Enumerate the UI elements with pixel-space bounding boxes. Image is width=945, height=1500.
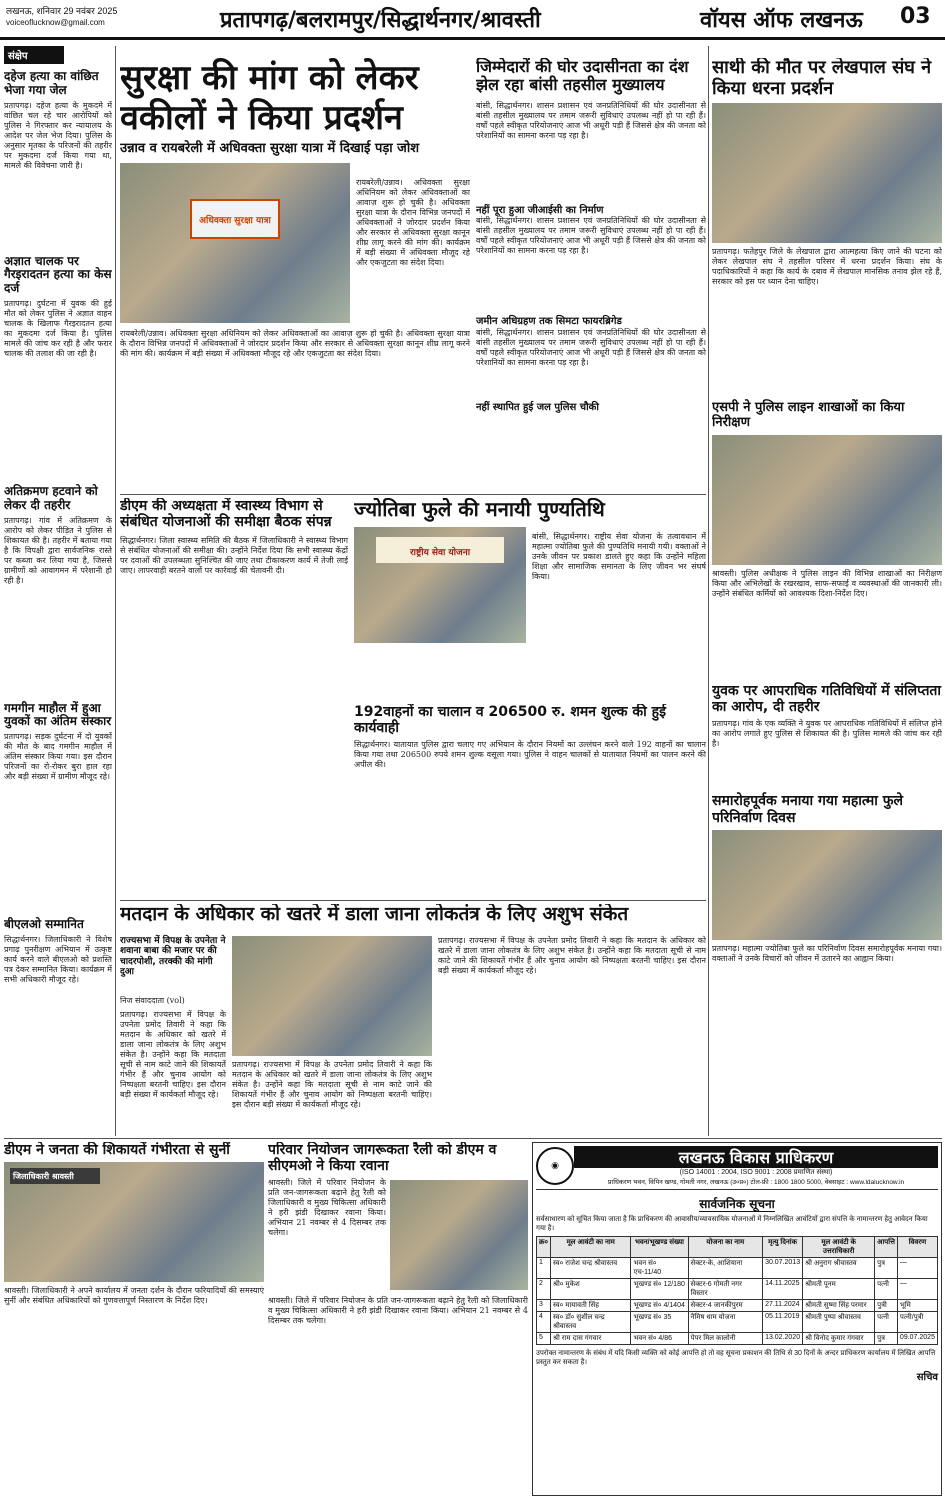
phule-text: बांसी, सिद्धार्थनगर। राष्ट्रीय सेवा योजना के तत्वावधान में महात्मा ज्योतिबा फुले की पुण्यतिथि मनायी गयी। वक्ताओं ने उनके जीवन पर प्रकाश डालते हुए कहा कि उन्होंने महिला शिक्षा और सामाजिक समानता के लिए जीवन भर संघर्ष किया। <box>532 532 706 581</box>
table-cell: पत्नी <box>875 1279 898 1300</box>
table-cell: पुत्र <box>875 1333 898 1345</box>
table-cell: स्व० डॉ० सुशील चन्द्र श्रीवास्तव <box>551 1312 631 1333</box>
lda-table <box>536 1236 938 1345</box>
right-headline-1: साथी की मौत पर लेखपाल संघ ने किया धरना प्रदर्शन <box>712 58 932 99</box>
table-cell: भूखण्ड सं० 35 <box>631 1312 688 1333</box>
table-cell: 5 <box>537 1333 551 1345</box>
lda-address: प्राधिकरण भवन, विपिन खण्ड, गोमती नगर, लखनऊ (उ०प्र०) टोल-फ्री : 1800 1800 5000, वेबसाइट : www.ldalucknow.in <box>607 1179 905 1186</box>
bansi-subhead-2: जमीन अधिग्रहण तक सिमटा फायरब्रिगेड <box>476 316 622 328</box>
right-photo-4 <box>712 830 942 940</box>
table-cell: 27.11.2024 <box>763 1300 803 1312</box>
parivar-photo <box>390 1180 528 1290</box>
lda-col-header: योजना का नाम <box>688 1237 763 1258</box>
table-row <box>537 1258 938 1279</box>
challan-headline: 192वाहनों का चालान व 206500 रु. शमन शुल्क की हुई कार्यवाही <box>354 704 666 737</box>
dm-janta-story <box>4 1142 264 1497</box>
right-text-3: प्रतापगढ़। गांव के एक व्यक्ति ने युवक पर आपराधिक गतिविधियों में संलिप्त होने का आरोप लगाते हुए पुलिस से शिकायत की है। पुलिस मामले की जांच कर रही है। <box>712 719 942 749</box>
lda-iso: (ISO 14001 : 2004, ISO 9001 : 2008 प्रमाणित संस्था) <box>679 1169 833 1176</box>
table-cell: पुत्र <box>875 1258 898 1279</box>
right-text-2: श्रावस्ती। पुलिस अधीक्षक ने पुलिस लाइन की विभिन्न शाखाओं का निरीक्षण किया और अभिलेखों के रखरखाव, साफ-सफाई व व्यवस्थाओं की जानकारी ली। उन्होंने संबंधित कर्मियों को आवश्यक दिशा-निर्देश दिए। <box>712 569 942 599</box>
right-text-4: प्रतापगढ़। महात्मा ज्योतिबा फुले का परिनिर्वाण दिवस समारोहपूर्वक मनाया गया। वक्ताओं ने उनके विचारों को जीवन में उतारने का आह्वान किया। <box>712 943 942 963</box>
lead-text: रायबरेली/उन्नाव। अधिवक्ता सुरक्षा अधिनियम को लेकर अधिवक्ताओं का आवाज़ शुरू हो चुकी है। अधिवक्ता सुरक्षा यात्रा के दौरान विभिन्न जनपदों में अधिवक्ताओं ने जोरदार प्रदर्शन किया और सरकार से अधिवक्ता सुरक्षा कानून शीघ्र लागू करने की मांग की। कार्यक्रम में बड़ी संख्या में अधिवक्ता मौजूद रहे और एकजुटता का संदेश दिया। <box>120 328 470 358</box>
right-headline-3: युवक पर आपराधिक गतिविधियों में संलिप्तता का आरोप, दी तहरीर <box>712 683 942 716</box>
right-column <box>712 58 942 1138</box>
table-cell: — <box>897 1258 937 1279</box>
lda-intro: सर्वसाधारण को सूचित किया जाता है कि प्राधिकरण की आवासीय/व्यावसायिक योजनाओं में निम्नलिखित आवंटियों द्वारा संपत्ति के नामान्तरण हेतु आवेदन किया गया है। <box>536 1216 928 1232</box>
phule-photo-banner: राष्ट्रीय सेवा योजना <box>376 537 504 563</box>
lead-photo-banner: अधिवक्ता सुरक्षा यात्रा <box>190 199 280 239</box>
lda-signature: सचिव <box>916 1372 938 1383</box>
parivar-story <box>268 1142 528 1497</box>
phule-story <box>354 498 706 698</box>
matdan-side-note: राज्यसभा में विपक्ष के उपनेता ने शवाना बाबा की मजार पर की चादरपोशी, तरक्की की मांगी दुआ <box>120 936 226 978</box>
right-photo-2 <box>712 435 942 565</box>
table-row <box>537 1333 938 1345</box>
table-cell: 05.11.2019 <box>763 1312 803 1333</box>
table-cell: सेक्टर-6 गोमती नगर विस्तार <box>688 1279 763 1300</box>
table-cell: भवन सं० एच-11/40 <box>631 1258 688 1279</box>
lda-col-header: भवन/भूखण्ड संख्या <box>631 1237 688 1258</box>
matdan-text-col3: प्रतापगढ़। राज्यसभा में विपक्ष के उपनेता प्रमोद तिवारी ने कहा कि मतदान के अधिकार को खतरे में डाला जाना लोकतंत्र के लिए अशुभ संकेत है। उन्होंने कहा कि मतदाता सूची से नाम काटे जाने की शिकायतें गंभीर हैं और चुनाव आयोग को निष्पक्षता बरतनी चाहिए। इस दौरान बड़ी संख्या में कार्यकर्ता मौजूद रहे। <box>438 936 706 975</box>
parivar-text: श्रावस्ती। जिले में परिवार नियोजन के प्रति जन-जागरूकता बढ़ाने हेतु रैली को जिलाधिकारी व मुख्य चिकित्सा अधिकारी ने हरी झंडी दिखाकर रवाना किया। अभियान 21 नवम्बर से 4 दिसम्बर तक चलेगा। <box>268 1296 528 1326</box>
brief-2-headline: अज्ञात चालक पर गैरइरादतन हत्या का केस दर्ज <box>4 253 112 296</box>
matdan-photo <box>232 936 432 1056</box>
table-cell: भूखण्ड सं० 4/1404 <box>631 1300 688 1312</box>
table-cell: पुत्री <box>875 1300 898 1312</box>
matdan-text-col1: प्रतापगढ़। राज्यसभा में विपक्ष के उपनेता प्रमोद तिवारी ने कहा कि मतदान के अधिकार को खतरे में डाला जाना लोकतंत्र के लिए अशुभ संकेत है। उन्होंने कहा कि मतदाता सूची से नाम काटे जाने की शिकायतें गंभीर हैं और चुनाव आयोग को निष्पक्षता बरतनी चाहिए। इस दौरान बड़ी संख्या में कार्यकर्ता मौजूद रहे। <box>120 1010 226 1099</box>
table-cell: 4 <box>537 1312 551 1333</box>
lda-col-header: मूल आवंटी के उत्तराधिकारी <box>803 1237 875 1258</box>
phule-photo <box>354 527 526 643</box>
table-cell: 09.07.2025 <box>897 1333 937 1345</box>
matdan-story <box>120 904 706 1134</box>
right-headline-2: एसपी ने पुलिस लाइन शाखाओं का किया निरीक्षण <box>712 400 905 431</box>
table-row <box>537 1300 938 1312</box>
dm-janta-photo <box>4 1162 264 1282</box>
table-cell: सेक्टर-4 जानकीपुरम <box>688 1300 763 1312</box>
bansi-text: बांसी, सिद्धार्थनगर। शासन प्रशासन एवं जनप्रतिनिधियों की घोर उदासीनता से बांसी तहसील मुख्यालय पर तमाम जरूरी सुविधाएं उपलब्ध नहीं हो पा रही हैं। वर्षों पहले स्वीकृत परियोजनाएं आज भी अधूरी पड़ी हैं जिससे क्षेत्र की जनता को परेशानियों का सामना करना पड़ रहा है। <box>476 100 706 140</box>
lead-subhead: उन्नाव व रायबरेली में अधिवक्ता सुरक्षा यात्रा में दिखाई पड़ा जोश <box>120 141 420 156</box>
table-cell: नैमिष धाम योजना <box>688 1312 763 1333</box>
phule-headline: ज्योतिबा फुले की मनायी पुण्यतिथि <box>354 498 605 521</box>
table-cell: श्री अनुराग श्रीवास्तव <box>803 1258 875 1279</box>
parivar-headline: परिवार नियोजन जागरूकता रैली को डीएम व सीएमओ ने किया रवाना <box>268 1142 497 1175</box>
briefs-column <box>4 46 112 1136</box>
lda-title: लखनऊ विकास प्राधिकरण <box>574 1146 938 1168</box>
lda-logo: ◉ <box>536 1147 574 1185</box>
challan-text: सिद्धार्थनगर। यातायात पुलिस द्वारा चलाए गए अभियान के दौरान नियमों का उल्लंघन करने वाले 192 वाहनों का चालान किया गया तथा 206500 रुपये शमन शुल्क वसूला गया। पुलिस ने वाहन चालकों से यातायात नियमों का पालन करने की अपील की। <box>354 740 706 770</box>
table-cell: पत्नी/पुत्री <box>897 1312 937 1333</box>
table-cell: श्री० मुकेश <box>551 1279 631 1300</box>
brief-3-headline: अतिक्रमण हटवाने को लेकर दी तहरीर <box>4 483 98 512</box>
section-title: प्रतापगढ़/बलरामपुर/सिद्धार्थनगर/श्रावस्ती <box>220 8 541 33</box>
dm-review-headline: डीएम की अध्यक्षता में स्वास्थ्य विभाग से संबंधित योजनाओं की समीक्षा बैठक संपन्न <box>120 498 332 531</box>
page-number: 03 <box>900 4 931 29</box>
brief-5-text: सिद्धार्थनगर। जिलाधिकारी ने विशेष प्रगाढ़ पुनरीक्षण अभियान में उत्कृष्ट कार्य करने वाले बीएलओ को प्रशस्ति पत्र देकर सम्मानित किया। कार्यक्रम में सभी अधिकारी मौजूद रहे। <box>4 934 112 984</box>
brand-name: वॉयस ऑफ लखनऊ <box>700 8 863 33</box>
table-cell: — <box>897 1279 937 1300</box>
lead-text-col2: रायबरेली/उन्नाव। अधिवक्ता सुरक्षा अधिनियम को लेकर अधिवक्ताओं का आवाज़ शुरू हो चुकी है। अधिवक्ता सुरक्षा यात्रा के दौरान विभिन्न जनपदों में अधिवक्ताओं ने जोरदार प्रदर्शन किया और सरकार से अधिवक्ता सुरक्षा कानून शीघ्र लागू करने की मांग की। कार्यक्रम में बड़ी संख्या में अधिवक्ता मौजूद रहे और एकजुटता का संदेश दिया। <box>356 178 470 267</box>
table-cell: 2 <box>537 1279 551 1300</box>
dm-janta-headline: डीएम ने जनता की शिकायतें गंभीरता से सुनीं <box>4 1142 230 1158</box>
lda-footer: उपरोक्त नामान्तरण के संबंध में यदि किसी व्यक्ति को कोई आपत्ति हो तो वह सूचना प्रकाशन की तिथि से 30 दिनों के अन्दर प्राधिकरण कार्यालय में लिखित आपत्ति प्रस्तुत कर सकता है। <box>536 1350 936 1366</box>
masthead <box>0 0 945 40</box>
table-cell: स्व० मायावती सिंह <box>551 1300 631 1312</box>
lda-col-header: क्र० <box>537 1237 551 1258</box>
lda-col-header: मूल आवंटी का नाम <box>551 1237 631 1258</box>
brief-2-text: प्रतापगढ़। दुर्घटना में युवक की हुई मौत को लेकर पुलिस ने अज्ञात वाहन चालक के खिलाफ गैरइरादतन हत्या का मुकदमा दर्ज किया है। पुलिस मामले की जांच कर रही है और फरार चालक की तलाश की जा रही है। <box>4 298 112 358</box>
contact-email: voiceoflucknow@gmail.com <box>6 18 105 27</box>
table-row <box>537 1279 938 1300</box>
brief-3-text: प्रतापगढ़। गांव में अतिक्रमण के आरोप को लेकर पीड़ित ने पुलिस से शिकायत की है। तहरीर में बताया गया है कि विपक्षी द्वारा सार्वजनिक रास्ते पर कब्जा कर लिया गया है, जिससे ग्रामीणों को आवागमन में परेशानी हो रही है। <box>4 515 112 585</box>
table-cell: 13.02.2020 <box>763 1333 803 1345</box>
lda-notice-title: सार्वजनिक सूचना <box>699 1197 775 1211</box>
parivar-text-col1: श्रावस्ती। जिले में परिवार नियोजन के प्रति जन-जागरूकता बढ़ाने हेतु रैली को जिलाधिकारी व मुख्य चिकित्सा अधिकारी ने हरी झंडी दिखाकर रवाना किया। अभियान 21 नवम्बर से 4 दिसम्बर तक चलेगा। <box>268 1178 386 1238</box>
table-cell: 14.11.2025 <box>763 1279 803 1300</box>
lda-notice <box>532 1142 942 1496</box>
dm-review-text: सिद्धार्थनगर। जिला स्वास्थ्य समिति की बैठक में जिलाधिकारी ने स्वास्थ्य विभाग से संबंधित योजनाओं की समीक्षा की। उन्होंने निर्देश दिया कि सभी स्वास्थ्य केंद्रों पर दवाओं की उपलब्धता सुनिश्चित की जाए तथा टीकाकरण कार्य में तेजी लाई जाए। लापरवाही बरतने वालों पर कार्रवाई की चेतावनी दी। <box>120 536 348 576</box>
lda-col-header: मृत्यु दिनांक <box>763 1237 803 1258</box>
brief-4-text: प्रतापगढ़। सड़क दुर्घटना में दो युवकों की मौत के बाद गमगीन माहौल में अंतिम संस्कार किया गया। इस दौरान परिजनों का रो-रोकर बुरा हाल रहा और बड़ी संख्या में ग्रामीण मौजूद रहे। <box>4 732 112 782</box>
lead-photo <box>120 163 350 323</box>
table-cell: भूमि <box>897 1300 937 1312</box>
matdan-byline: निज संवाददाता (vol) <box>120 996 185 1005</box>
table-cell: श्री विनोद कुमार गंगवार <box>803 1333 875 1345</box>
bansi-subhead-3: नहीं स्थापित हुई जल पुलिस चौकी <box>476 401 599 413</box>
table-cell: 30.07.2013 <box>763 1258 803 1279</box>
dm-office-board: जिलाधिकारी श्रावस्ती <box>10 1168 100 1184</box>
table-cell: पत्नी <box>875 1312 898 1333</box>
bansi-story <box>476 58 706 488</box>
table-cell: स्व० राजेश चन्द्र श्रीवास्तव <box>551 1258 631 1279</box>
brief-5-headline: बीएलओ सम्मानित <box>4 917 84 932</box>
lda-col-header: विवरण <box>897 1237 937 1258</box>
right-text-1: प्रतापगढ़। फतेहपुर जिले के लेखपाल द्वारा आत्महत्या किए जाने की घटना को लेकर लेखपाल संघ ने तहसील परिसर में धरना प्रदर्शन किया। संघ के पदाधिकारियों ने कहा कि कार्य के दबाव में लेखपाल मानसिक तनाव झेल रहे हैं, सरकार को इस पर ध्यान देना चाहिए। <box>712 247 942 287</box>
table-cell: श्रीमती पूनम <box>803 1279 875 1300</box>
table-cell: श्रीमती पुष्पा श्रीवास्तव <box>803 1312 875 1333</box>
table-cell: भवन सं० 4/86 <box>631 1333 688 1345</box>
brief-1-text: प्रतापगढ़। दहेज हत्या के मुकदमे में वांछित चल रहे चार आरोपियों को पुलिस ने गिरफ्तार कर न्यायालय के आदेश पर जेल भेज दिया। पुलिस के अनुसार मृतका के परिजनों की तहरीर पर मुकदमा दर्ज किया गया था, मामले की विवेचना जारी है। <box>4 100 112 170</box>
matdan-text-col2: प्रतापगढ़। राज्यसभा में विपक्ष के उपनेता प्रमोद तिवारी ने कहा कि मतदान के अधिकार को खतरे में डाला जाना लोकतंत्र के लिए अशुभ संकेत है। उन्होंने कहा कि मतदाता सूची से नाम काटे जाने की शिकायतें गंभीर हैं और चुनाव आयोग को निष्पक्षता बरतनी चाहिए। इस दौरान बड़ी संख्या में कार्यकर्ता मौजूद रहे। <box>232 1060 432 1109</box>
dm-janta-text: श्रावस्ती। जिलाधिकारी ने अपने कार्यालय में जनता दर्शन के दौरान फरियादियों की समस्याएं सुनीं और संबंधित अधिकारियों को गुणवत्तापूर्ण निस्तारण के निर्देश दिए। <box>4 1286 264 1306</box>
table-cell: श्री राम दास गंगवार <box>551 1333 631 1345</box>
matdan-headline: मतदान के अधिकार को खतरे में डाला जाना लोकतंत्र के लिए अशुभ संकेत <box>120 904 629 925</box>
lead-story <box>120 58 470 488</box>
table-cell: भूखण्ड सं० 12/180 <box>631 1279 688 1300</box>
bansi-subhead-1: नहीं पूरा हुआ जीआईसी का निर्माण <box>476 204 604 216</box>
briefs-label: संक्षेप <box>4 46 64 64</box>
lead-headline: सुरक्षा की मांग को लेकर वकीलों ने किया प्रदर्शन <box>120 58 419 138</box>
table-cell: 1 <box>537 1258 551 1279</box>
table-cell: श्रीमती सुष्मा सिंह परमार <box>803 1300 875 1312</box>
brief-4-headline: गमगीन माहौल में हुआ युवकों का अंतिम संस्कार <box>4 700 112 729</box>
bansi-text-3: बांसी, सिद्धार्थनगर। शासन प्रशासन एवं जनप्रतिनिधियों की घोर उदासीनता से बांसी तहसील मुख्यालय पर तमाम जरूरी सुविधाएं उपलब्ध नहीं हो पा रही हैं। वर्षों पहले स्वीकृत परियोजनाएं आज भी अधूरी पड़ी हैं जिससे क्षेत्र की जनता को परेशानियों का सामना करना पड़ रहा है। <box>476 327 706 367</box>
challan-story <box>354 704 706 894</box>
table-cell: पेपर मिल कालोनी <box>688 1333 763 1345</box>
issue-date: लखनऊ, शनिवार 29 नवंबर 2025 <box>6 6 118 16</box>
dm-review-story <box>120 498 348 898</box>
brief-1-headline: दहेज हत्या का वांछित भेजा गया जेल <box>4 69 99 97</box>
bansi-text-2: बांसी, सिद्धार्थनगर। शासन प्रशासन एवं जनप्रतिनिधियों की घोर उदासीनता से बांसी तहसील मुख्यालय पर तमाम जरूरी सुविधाएं उपलब्ध नहीं हो पा रही हैं। वर्षों पहले स्वीकृत परियोजनाएं आज भी अधूरी पड़ी हैं जिससे क्षेत्र की जनता को परेशानियों का सामना करना पड़ रहा है। <box>476 216 706 256</box>
bansi-headline: जिम्मेदारों की घोर उदासीनता का दंश झेल रहा बांसी तहसील मुख्यालय <box>476 58 689 95</box>
right-headline-4: समारोहपूर्वक मनाया गया महात्मा फुले परिनिर्वाण दिवस <box>712 793 904 826</box>
lda-col-header: आपत्ति <box>875 1237 898 1258</box>
right-photo-1 <box>712 103 942 243</box>
table-row <box>537 1312 938 1333</box>
table-cell: सेक्टर-के, आशियाना <box>688 1258 763 1279</box>
table-cell: 3 <box>537 1300 551 1312</box>
